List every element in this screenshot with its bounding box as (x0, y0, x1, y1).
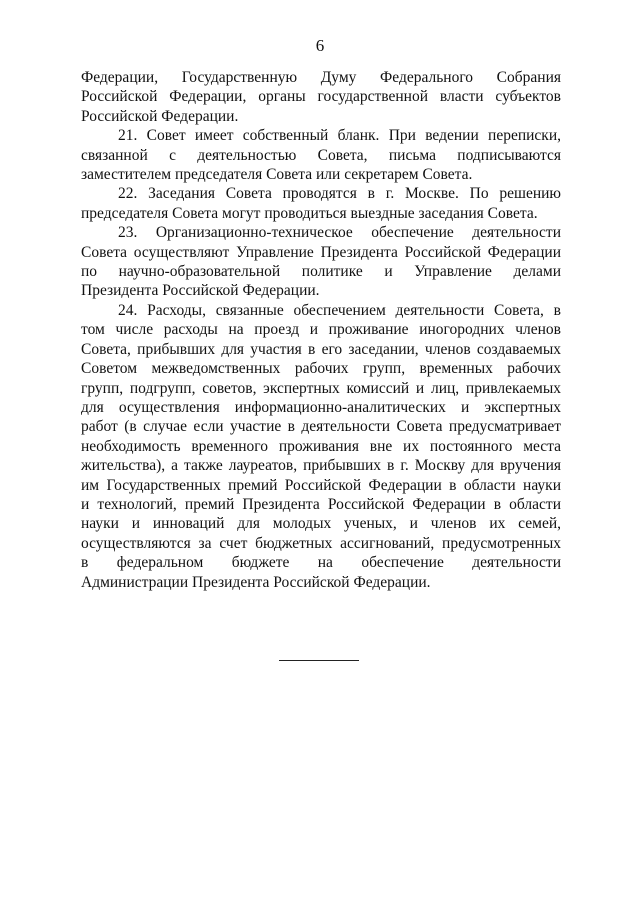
text-line: 21. Совет имеет собственный бланк. При ведении переписки, (118, 127, 561, 145)
text-line: науки и инноваций для молодых ученых, и членов их семей, (81, 515, 561, 533)
text-line: связанной с деятельностью Совета, письма подписываются (81, 146, 561, 164)
text-line: Президента Российской Федерации. (81, 282, 320, 300)
text-line: Совета осуществляют Управление Президента Российской Федерации (81, 243, 561, 261)
page-number: 6 (315, 36, 325, 55)
text-line: председателя Совета могут проводиться выездные заседания Совета. (81, 204, 538, 222)
document-body (81, 68, 561, 592)
text-line: жительства), а также лауреатов, прибывших в г. Москву для вручения (81, 457, 561, 475)
text-line: по научно-образовательной политике и Управление делами (81, 263, 561, 281)
text-line: заместителем председателя Совета или секретарем Совета. (81, 166, 473, 184)
text-line: Администрации Президента Российской Федерации. (81, 573, 431, 591)
text-line: Федерации, Государственную Думу Федерального Собрания (81, 69, 561, 86)
text-line: 23. Организационно-техническое обеспечение деятельности (118, 224, 561, 242)
text-line: и технологий, премий Президента Российской Федерации в области (81, 495, 561, 513)
text-line: Совета, прибывших для участия в его заседании, членов создаваемых (81, 340, 561, 358)
text-line: групп, подгрупп, советов, экспертных комиссий и лиц, привлекаемых (81, 379, 561, 397)
paragraph-23 (81, 223, 561, 301)
paragraph-continuation (81, 68, 561, 126)
paragraph-21 (81, 126, 561, 184)
text-line: Российской Федерации. (81, 107, 239, 125)
text-line: Советом межведомственных рабочих групп, временных рабочих (81, 360, 561, 378)
text-line: в федеральном бюджете на обеспечение деятельности (81, 554, 561, 572)
text-line: работ (в случае если участие в деятельности Совета предусматривает (81, 418, 561, 436)
paragraph-24 (81, 301, 561, 592)
paragraph-22 (81, 184, 561, 223)
text-line: 24. Расходы, связанные обеспечением деятельности Совета, в (118, 301, 561, 319)
text-line: том числе расходы на проезд и проживание иногородних членов (81, 321, 561, 339)
text-line: необходимость временного проживания вне их постоянного места (81, 437, 561, 455)
text-line: Российской Федерации, органы государственной власти субъектов (81, 88, 561, 106)
text-line: для осуществления информационно-аналитических и экспертных (81, 398, 561, 416)
text-line: им Государственных премий Российской Федерации в области науки (81, 476, 561, 494)
text-line: 22. Заседания Совета проводятся в г. Москве. По решению (118, 185, 561, 203)
text-line: осуществляются за счет бюджетных ассигнований, предусмотренных (81, 534, 561, 552)
end-divider-line (279, 660, 359, 661)
